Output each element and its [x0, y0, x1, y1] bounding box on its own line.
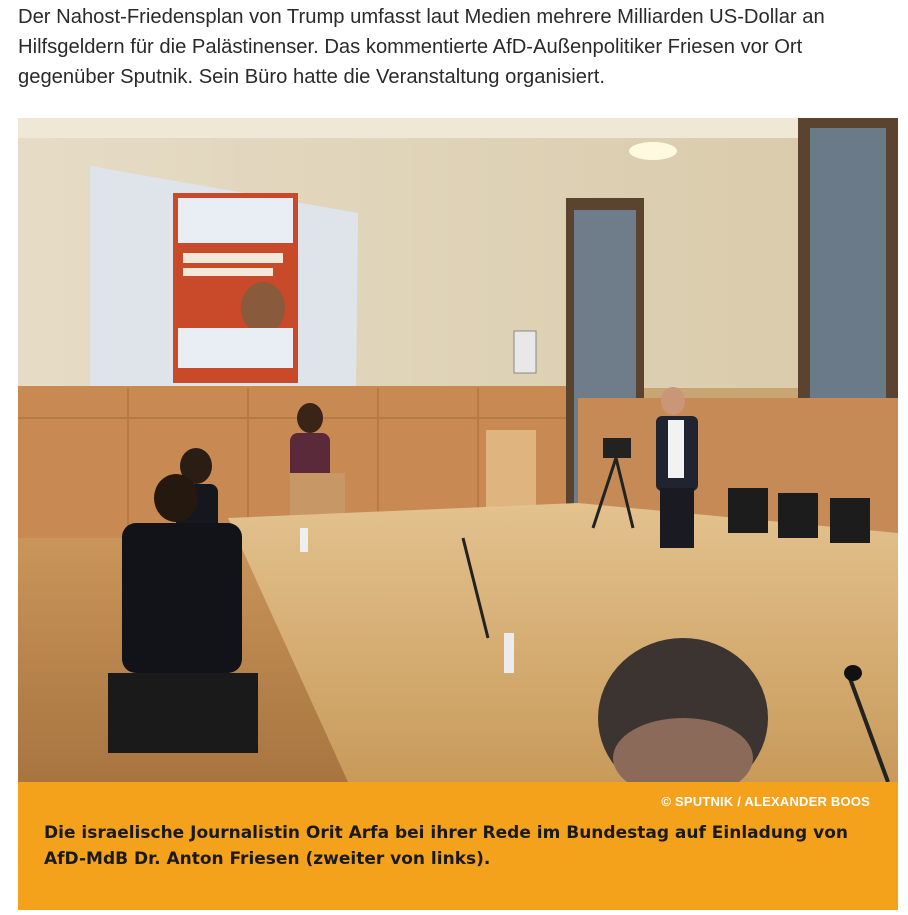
caption-box — [18, 782, 898, 910]
conference-room-photo — [18, 118, 898, 782]
event-photo — [18, 118, 898, 782]
photo-figure — [18, 118, 898, 910]
photo-caption: Die israelische Journalistin Orit Arfa bei ihrer Rede im Bundestag auf Einladung von AfD-MdB Dr. Anton Friesen (zweiter von links). — [44, 823, 848, 869]
article-paragraph: Der Nahost-Friedensplan von Trump umfasst laut Medien mehrere Milliarden US-Dollar an Hilfsgeldern für die Palästinenser. Das kommentierte AfD-Außenpolitiker Friesen vor Ort gegenüber Sputnik. Sein Büro hatte die Veranstaltung organisiert. — [18, 6, 825, 88]
photo-credit: © SPUTNIK / ALEXANDER BOOS — [661, 794, 870, 809]
